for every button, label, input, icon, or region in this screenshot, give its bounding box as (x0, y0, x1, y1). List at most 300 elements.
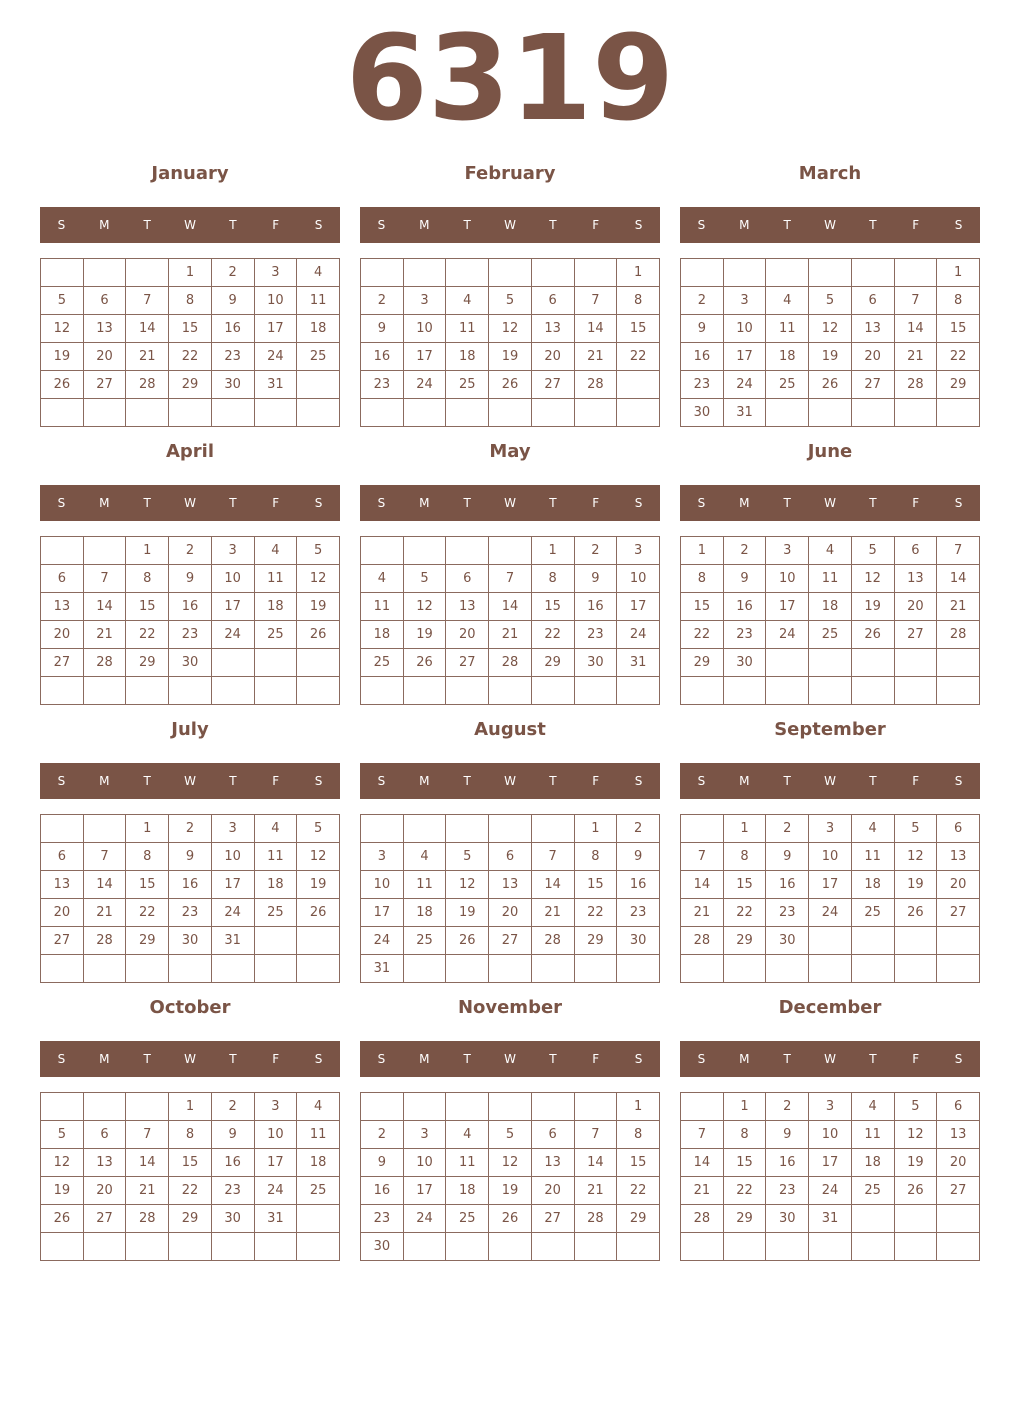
day-cell: 13 (489, 871, 532, 899)
day-cell: 17 (361, 899, 404, 927)
week-row (681, 593, 980, 621)
empty-day-cell (361, 815, 404, 843)
weekday-label: W (184, 496, 196, 510)
empty-day-cell (297, 1233, 340, 1261)
day-cell: 8 (723, 843, 766, 871)
week-row (361, 315, 660, 343)
day-cell: 15 (574, 871, 617, 899)
day-cell: 1 (723, 1093, 766, 1121)
day-cell: 22 (723, 1177, 766, 1205)
weekday-label: M (419, 774, 430, 788)
weekday-label: S (377, 1052, 386, 1066)
weekday-header (360, 763, 660, 799)
day-cell: 24 (723, 371, 766, 399)
week-row (361, 565, 660, 593)
weekday-header (360, 1041, 660, 1077)
empty-day-cell (617, 371, 660, 399)
empty-day-cell (766, 955, 809, 983)
day-cell: 17 (211, 593, 254, 621)
day-cell: 7 (937, 537, 980, 565)
day-cell: 30 (574, 649, 617, 677)
empty-day-cell (851, 1233, 894, 1261)
weekday-label: S (954, 496, 963, 510)
weekday-label: S (314, 496, 323, 510)
empty-day-cell (531, 1233, 574, 1261)
weekday-label: F (272, 1052, 280, 1066)
week-row (361, 899, 660, 927)
day-cell: 16 (361, 343, 404, 371)
day-cell: 11 (297, 287, 340, 315)
day-cell: 12 (297, 565, 340, 593)
day-cell: 10 (211, 843, 254, 871)
day-cell: 27 (531, 1205, 574, 1233)
empty-day-cell (681, 677, 724, 705)
day-cell: 7 (489, 565, 532, 593)
day-cell: 19 (894, 1149, 937, 1177)
empty-day-cell (126, 1233, 169, 1261)
week-row (41, 287, 340, 315)
day-cell: 14 (574, 315, 617, 343)
day-grid (360, 258, 660, 427)
day-cell: 1 (531, 537, 574, 565)
day-cell: 17 (254, 315, 297, 343)
day-cell: 24 (403, 371, 446, 399)
weekday-label: S (697, 496, 706, 510)
day-cell: 24 (403, 1205, 446, 1233)
day-cell: 11 (297, 1121, 340, 1149)
day-cell: 20 (41, 899, 84, 927)
empty-day-cell (574, 1233, 617, 1261)
day-grid (360, 1092, 660, 1261)
day-cell: 22 (126, 899, 169, 927)
day-cell: 11 (361, 593, 404, 621)
day-cell: 27 (83, 371, 126, 399)
weekday-label: T (869, 496, 877, 510)
day-cell: 8 (723, 1121, 766, 1149)
day-cell: 16 (766, 871, 809, 899)
week-row (41, 1149, 340, 1177)
day-cell: 22 (531, 621, 574, 649)
weekday-label: M (739, 496, 750, 510)
empty-day-cell (297, 371, 340, 399)
day-cell: 11 (254, 843, 297, 871)
empty-day-cell (489, 955, 532, 983)
day-cell: 2 (681, 287, 724, 315)
day-cell: 1 (617, 259, 660, 287)
week-row (41, 399, 340, 427)
day-cell: 9 (766, 1121, 809, 1149)
day-cell: 2 (574, 537, 617, 565)
day-cell: 14 (489, 593, 532, 621)
day-cell: 16 (169, 871, 212, 899)
day-cell: 6 (41, 565, 84, 593)
weekday-label: W (184, 218, 196, 232)
empty-day-cell (851, 677, 894, 705)
weekday-label: S (634, 1052, 643, 1066)
day-cell: 18 (809, 593, 852, 621)
day-cell: 3 (809, 1093, 852, 1121)
day-cell: 11 (403, 871, 446, 899)
day-cell: 19 (489, 1177, 532, 1205)
weekday-header (40, 763, 340, 799)
day-cell: 1 (937, 259, 980, 287)
weekday-label: M (99, 496, 110, 510)
day-cell: 22 (574, 899, 617, 927)
week-row (41, 1177, 340, 1205)
day-cell: 26 (809, 371, 852, 399)
empty-day-cell (403, 955, 446, 983)
day-cell: 28 (681, 1205, 724, 1233)
weekday-label: T (229, 218, 237, 232)
day-cell: 19 (403, 621, 446, 649)
day-cell: 12 (894, 1121, 937, 1149)
empty-day-cell (937, 1233, 980, 1261)
day-cell: 22 (126, 621, 169, 649)
empty-day-cell (211, 649, 254, 677)
week-row (361, 593, 660, 621)
day-cell: 22 (617, 1177, 660, 1205)
empty-day-cell (894, 1205, 937, 1233)
empty-day-cell (574, 259, 617, 287)
weekday-label: M (739, 774, 750, 788)
day-cell: 2 (361, 287, 404, 315)
day-cell: 13 (83, 315, 126, 343)
weekday-label: T (869, 774, 877, 788)
day-cell: 16 (361, 1177, 404, 1205)
day-cell: 22 (169, 343, 212, 371)
day-cell: 4 (446, 1121, 489, 1149)
weekday-label: F (592, 496, 600, 510)
day-cell: 18 (766, 343, 809, 371)
week-row (681, 343, 980, 371)
day-cell: 29 (169, 371, 212, 399)
weekday-label: T (463, 1052, 471, 1066)
day-cell: 5 (41, 287, 84, 315)
day-cell: 22 (169, 1177, 212, 1205)
day-cell: 13 (937, 843, 980, 871)
weekday-label: M (99, 774, 110, 788)
day-cell: 30 (169, 649, 212, 677)
day-cell: 10 (766, 565, 809, 593)
day-cell: 9 (211, 287, 254, 315)
day-cell: 3 (766, 537, 809, 565)
day-cell: 16 (169, 593, 212, 621)
day-cell: 30 (681, 399, 724, 427)
day-cell: 22 (937, 343, 980, 371)
weekday-label: S (314, 218, 323, 232)
day-cell: 11 (809, 565, 852, 593)
empty-day-cell (41, 815, 84, 843)
month-name: April (165, 441, 215, 462)
empty-day-cell (617, 955, 660, 983)
day-cell: 6 (851, 287, 894, 315)
day-cell: 25 (809, 621, 852, 649)
weekday-header (680, 207, 980, 243)
day-cell: 12 (41, 315, 84, 343)
day-cell: 29 (126, 927, 169, 955)
day-grid (680, 814, 980, 983)
empty-day-cell (766, 399, 809, 427)
month-name: July (171, 719, 209, 740)
empty-day-cell (574, 399, 617, 427)
week-row (361, 927, 660, 955)
empty-day-cell (446, 1233, 489, 1261)
day-cell: 5 (297, 537, 340, 565)
week-row (361, 621, 660, 649)
day-cell: 20 (41, 621, 84, 649)
day-cell: 2 (211, 1093, 254, 1121)
month-name: November (457, 997, 563, 1018)
week-row (41, 1093, 340, 1121)
weekday-label: S (697, 1052, 706, 1066)
empty-day-cell (681, 259, 724, 287)
day-cell: 13 (531, 315, 574, 343)
day-cell: 14 (531, 871, 574, 899)
day-cell: 3 (211, 537, 254, 565)
day-cell: 25 (851, 899, 894, 927)
day-cell: 10 (361, 871, 404, 899)
day-cell: 17 (617, 593, 660, 621)
day-cell: 5 (809, 287, 852, 315)
week-row (681, 1093, 980, 1121)
weekday-header (40, 207, 340, 243)
week-row (361, 649, 660, 677)
weekday-label: M (419, 1052, 430, 1066)
week-row (361, 815, 660, 843)
week-row (681, 287, 980, 315)
day-cell: 6 (937, 815, 980, 843)
day-cell: 14 (937, 565, 980, 593)
day-cell: 24 (254, 1177, 297, 1205)
empty-day-cell (83, 1093, 126, 1121)
day-cell: 18 (446, 343, 489, 371)
month-name: May (489, 441, 531, 462)
empty-day-cell (809, 677, 852, 705)
day-cell: 19 (297, 593, 340, 621)
week-row (41, 927, 340, 955)
weekday-label: T (229, 1052, 237, 1066)
day-cell: 24 (766, 621, 809, 649)
day-cell: 18 (297, 315, 340, 343)
week-row (361, 677, 660, 705)
empty-day-cell (254, 399, 297, 427)
day-cell: 16 (766, 1149, 809, 1177)
day-cell: 29 (126, 649, 169, 677)
week-row (681, 1233, 980, 1261)
day-cell: 28 (894, 371, 937, 399)
weekday-header (680, 485, 980, 521)
day-cell: 14 (894, 315, 937, 343)
day-cell: 1 (681, 537, 724, 565)
empty-day-cell (489, 399, 532, 427)
empty-day-cell (937, 399, 980, 427)
day-cell: 26 (297, 899, 340, 927)
day-cell: 17 (809, 1149, 852, 1177)
day-cell: 26 (297, 621, 340, 649)
day-cell: 18 (403, 899, 446, 927)
day-cell: 30 (211, 1205, 254, 1233)
empty-day-cell (937, 677, 980, 705)
empty-day-cell (766, 259, 809, 287)
weekday-label: W (504, 774, 516, 788)
day-cell: 7 (681, 843, 724, 871)
weekday-label: T (463, 774, 471, 788)
day-cell: 12 (809, 315, 852, 343)
empty-day-cell (41, 677, 84, 705)
empty-day-cell (766, 677, 809, 705)
weekday-label: S (57, 496, 66, 510)
weekday-header (40, 485, 340, 521)
month-name: October (149, 997, 231, 1018)
weekday-label: S (954, 1052, 963, 1066)
weekday-label: S (377, 774, 386, 788)
empty-day-cell (446, 677, 489, 705)
week-row (681, 399, 980, 427)
day-cell: 7 (531, 843, 574, 871)
weekday-label: F (592, 1052, 600, 1066)
empty-day-cell (809, 399, 852, 427)
week-row (41, 259, 340, 287)
month-name: August (474, 719, 546, 740)
weekday-label: S (314, 774, 323, 788)
day-cell: 4 (809, 537, 852, 565)
weekday-label: T (869, 218, 877, 232)
empty-day-cell (937, 649, 980, 677)
weekday-label: T (549, 218, 557, 232)
weekday-label: F (272, 218, 280, 232)
day-cell: 27 (937, 1177, 980, 1205)
empty-day-cell (254, 927, 297, 955)
day-cell: 28 (83, 927, 126, 955)
empty-day-cell (169, 677, 212, 705)
empty-day-cell (211, 399, 254, 427)
day-cell: 5 (403, 565, 446, 593)
day-cell: 20 (851, 343, 894, 371)
day-cell: 26 (851, 621, 894, 649)
day-cell: 29 (617, 1205, 660, 1233)
day-cell: 27 (937, 899, 980, 927)
weekday-label: S (314, 1052, 323, 1066)
day-cell: 14 (681, 871, 724, 899)
empty-day-cell (766, 649, 809, 677)
empty-day-cell (894, 649, 937, 677)
empty-day-cell (41, 399, 84, 427)
day-cell: 14 (574, 1149, 617, 1177)
weekday-label: F (912, 496, 920, 510)
empty-day-cell (617, 399, 660, 427)
day-cell: 23 (723, 621, 766, 649)
day-cell: 10 (403, 1149, 446, 1177)
week-row (681, 537, 980, 565)
day-cell: 4 (851, 815, 894, 843)
empty-day-cell (297, 399, 340, 427)
day-cell: 2 (723, 537, 766, 565)
weekday-label: T (463, 496, 471, 510)
day-cell: 30 (361, 1233, 404, 1261)
day-grid (680, 1092, 980, 1261)
day-cell: 21 (574, 1177, 617, 1205)
empty-day-cell (211, 955, 254, 983)
day-cell: 7 (83, 843, 126, 871)
weekday-header (360, 485, 660, 521)
day-cell: 14 (83, 871, 126, 899)
empty-day-cell (403, 1093, 446, 1121)
day-cell: 3 (211, 815, 254, 843)
empty-day-cell (297, 649, 340, 677)
day-grid (40, 814, 340, 983)
day-cell: 5 (297, 815, 340, 843)
week-row (41, 843, 340, 871)
day-cell: 17 (403, 1177, 446, 1205)
empty-day-cell (403, 815, 446, 843)
weekday-label: W (184, 774, 196, 788)
weekday-label: S (954, 218, 963, 232)
day-cell: 8 (937, 287, 980, 315)
weekday-label: W (504, 1052, 516, 1066)
empty-day-cell (41, 955, 84, 983)
day-cell: 21 (681, 1177, 724, 1205)
day-cell: 15 (126, 871, 169, 899)
day-cell: 21 (489, 621, 532, 649)
empty-day-cell (446, 1093, 489, 1121)
day-cell: 21 (83, 621, 126, 649)
week-row (361, 1121, 660, 1149)
day-cell: 23 (169, 899, 212, 927)
empty-day-cell (83, 815, 126, 843)
day-cell: 9 (361, 315, 404, 343)
week-row (681, 371, 980, 399)
day-cell: 23 (617, 899, 660, 927)
day-cell: 23 (766, 1177, 809, 1205)
day-cell: 21 (126, 343, 169, 371)
weekday-label: M (739, 218, 750, 232)
weekday-label: T (783, 496, 791, 510)
empty-day-cell (489, 1233, 532, 1261)
day-cell: 16 (574, 593, 617, 621)
day-cell: 5 (446, 843, 489, 871)
day-cell: 8 (617, 287, 660, 315)
day-cell: 19 (809, 343, 852, 371)
day-cell: 24 (617, 621, 660, 649)
day-cell: 8 (126, 565, 169, 593)
day-cell: 6 (446, 565, 489, 593)
day-cell: 10 (723, 315, 766, 343)
empty-day-cell (531, 677, 574, 705)
day-cell: 19 (41, 1177, 84, 1205)
empty-day-cell (894, 259, 937, 287)
day-cell: 3 (617, 537, 660, 565)
week-row (41, 1121, 340, 1149)
day-cell: 25 (766, 371, 809, 399)
week-row (681, 1177, 980, 1205)
weekday-label: T (143, 1052, 151, 1066)
day-cell: 23 (211, 1177, 254, 1205)
empty-day-cell (254, 677, 297, 705)
day-cell: 3 (403, 1121, 446, 1149)
day-cell: 24 (211, 621, 254, 649)
weekday-label: T (143, 218, 151, 232)
empty-day-cell (617, 677, 660, 705)
day-cell: 13 (83, 1149, 126, 1177)
week-row (41, 871, 340, 899)
day-cell: 7 (574, 287, 617, 315)
weekday-label: F (272, 496, 280, 510)
day-cell: 16 (211, 315, 254, 343)
empty-day-cell (489, 259, 532, 287)
day-cell: 29 (169, 1205, 212, 1233)
day-cell: 5 (489, 287, 532, 315)
empty-day-cell (41, 259, 84, 287)
